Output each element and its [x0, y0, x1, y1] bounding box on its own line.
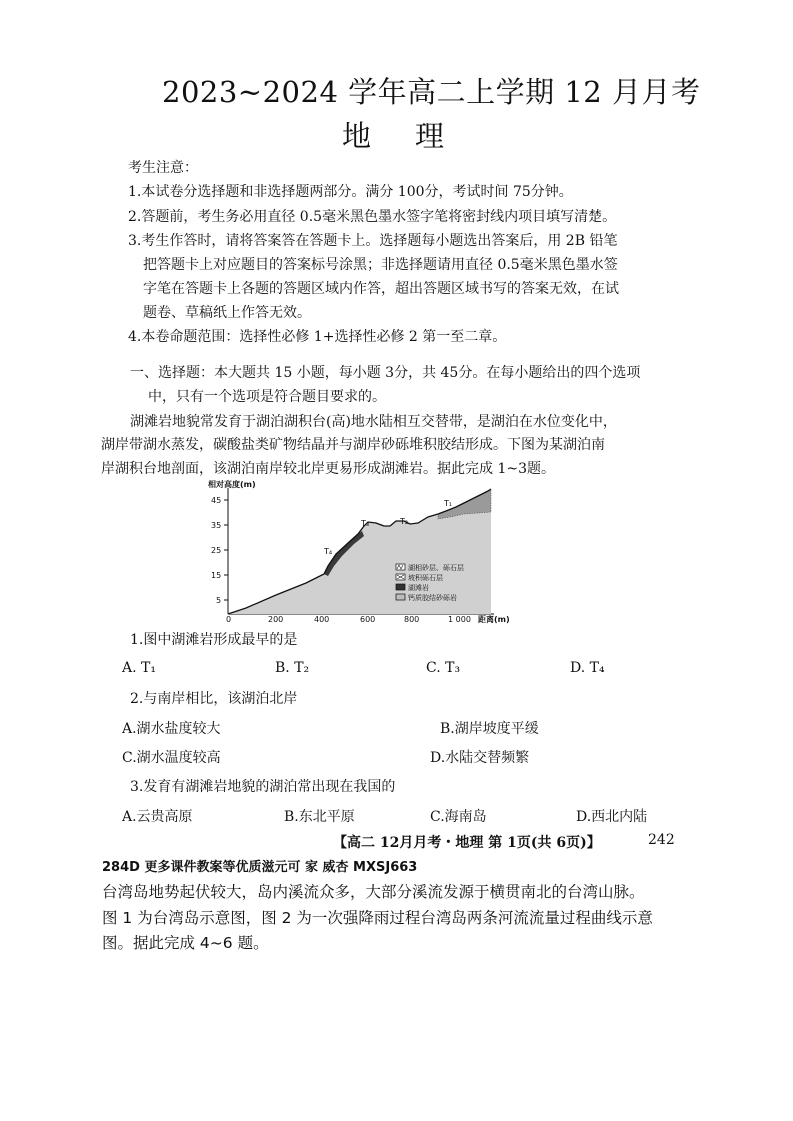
question-option: A.湖水盐度较大 — [122, 721, 221, 737]
y-tick-label: 25 — [211, 546, 222, 555]
legend-label: 湖滩岩 — [408, 584, 429, 592]
subject-title: 地理 — [342, 119, 489, 153]
notice-item: 字笔在答题卡上各题的答题区域内作答，超出答题区域书写的答案无效，在试 — [143, 281, 619, 297]
question-option: A.云贵高原 — [122, 809, 193, 825]
notice-heading: 考生注意： — [128, 160, 198, 176]
question-option: A. T₁ — [122, 660, 156, 676]
legend-swatch-beach-rock — [396, 584, 405, 590]
legend-label: 钙质胶结砂砾岩 — [408, 594, 457, 602]
page-footer: 【高二 12月月考・地理 第 1页(共 6页)】 — [333, 835, 601, 851]
question-option: B. T₂ — [275, 660, 310, 676]
passage-line: 湖滩岩地貌常发育于湖泊湖积台(高)地水陆相互交替带，是湖泊在水位变化中， — [130, 414, 617, 430]
y-axis-label: 相对高度(m) — [208, 480, 256, 489]
x-tick-label: 0 — [226, 615, 232, 624]
terrace-label-t3: T₃ — [361, 519, 370, 528]
question-option: C. T₃ — [426, 660, 461, 676]
notice-item: 把答题卡上对应题目的答案标号涂黑；非选择题请用直径 0.5毫米黑色墨水签 — [143, 257, 618, 273]
watermark-line: 284D 更多课件教案等优质滋元可 家 威杏 MXSJ663 — [102, 860, 418, 875]
question-option: D.西北内陆 — [576, 809, 648, 825]
question-option: D.水陆交替频繁 — [430, 750, 530, 766]
y-tick-label: 35 — [211, 521, 222, 530]
question-option: C.湖水温度较高 — [122, 750, 221, 766]
notice-item: 1.本试卷分选择题和非选择题两部分。满分 100分，考试时间 75分钟。 — [128, 184, 573, 200]
question-stem: 3.发育有湖滩岩地貌的湖泊常出现在我国的 — [130, 779, 396, 795]
x-axis-label: 距离(m) — [478, 615, 510, 624]
passage-line: 岸湖积台地剖面，该湖泊南岸较北岸更易形成湖滩岩。据此完成 1~3题。 — [101, 461, 555, 477]
question-option: B.东北平原 — [284, 809, 355, 825]
x-tick-label: 800 — [404, 615, 420, 624]
legend-swatch-sand — [396, 564, 405, 570]
question-option: C.海南岛 — [430, 809, 487, 825]
passage-line: 湖岸带湖水蒸发，碳酸盐类矿物结晶并与湖岸砂砾堆积胶结形成。下图为某湖泊南 — [101, 437, 605, 453]
y-tick-label: 45 — [211, 496, 222, 505]
x-tick-label: 600 — [360, 615, 376, 624]
y-tick-label: 5 — [216, 596, 222, 605]
section-heading-cont: 中，只有一个选项是符合题目要求的。 — [148, 389, 386, 405]
question-option: B.湖岸坡度平缓 — [440, 721, 539, 737]
page-code: 242 — [648, 832, 675, 848]
legend-label: 湖相砂层、砾石层 — [408, 564, 464, 572]
x-tick-label: 200 — [268, 615, 284, 624]
x-ticks — [226, 614, 510, 624]
notice-item: 4.本卷命题范围：选择性必修 1+选择性必修 2 第一至二章。 — [128, 329, 507, 345]
passage-line: 台湾岛地势起伏较大，岛内溪流众多，大部分溪流发源于横贯南北的台湾山脉。 — [102, 883, 645, 901]
notice-item: 题卷、草稿纸上作答无效。 — [143, 305, 311, 321]
x-tick-label: 1 000 — [448, 615, 471, 624]
legend-swatch-calcareous — [396, 594, 405, 600]
terrace-label-t2: T₂ — [400, 517, 409, 526]
notice-item: 3.考生作答时，请将答案答在答题卡上。选择题每小题选出答案后，用 2B 铅笔 — [128, 233, 618, 249]
y-tick-label: 15 — [211, 571, 222, 580]
notice-item: 2.答题前，考生务必用直径 0.5毫米黑色墨水签字笔将密封线内项目填写清楚。 — [128, 209, 617, 225]
question-option: D. T₄ — [570, 660, 605, 676]
terrace-label-t1: T₁ — [444, 499, 453, 508]
exam-title: 2023~2024 学年高二上学期 12 月月考 — [162, 75, 701, 109]
passage-line: 图 1 为台湾岛示意图，图 2 为一次强降雨过程台湾岛两条河流流量过程曲线示意 — [102, 909, 653, 927]
lake-terrace-profile-figure — [206, 474, 516, 624]
legend-label: 坡积砾石层 — [408, 574, 443, 582]
x-tick-label: 400 — [314, 615, 330, 624]
passage-line: 图。据此完成 4~6 题。 — [102, 934, 269, 952]
question-stem: 2.与南岸相比，该湖泊北岸 — [130, 691, 298, 707]
question-stem: 1.图中湖滩岩形成最早的是 — [130, 632, 298, 648]
terrace-label-t4: T₄ — [324, 547, 333, 556]
section-heading: 一、选择题：本大题共 15 小题，每小题 3分，共 45分。在每小题给出的四个选项 — [130, 365, 641, 381]
y-ticks — [211, 496, 228, 605]
